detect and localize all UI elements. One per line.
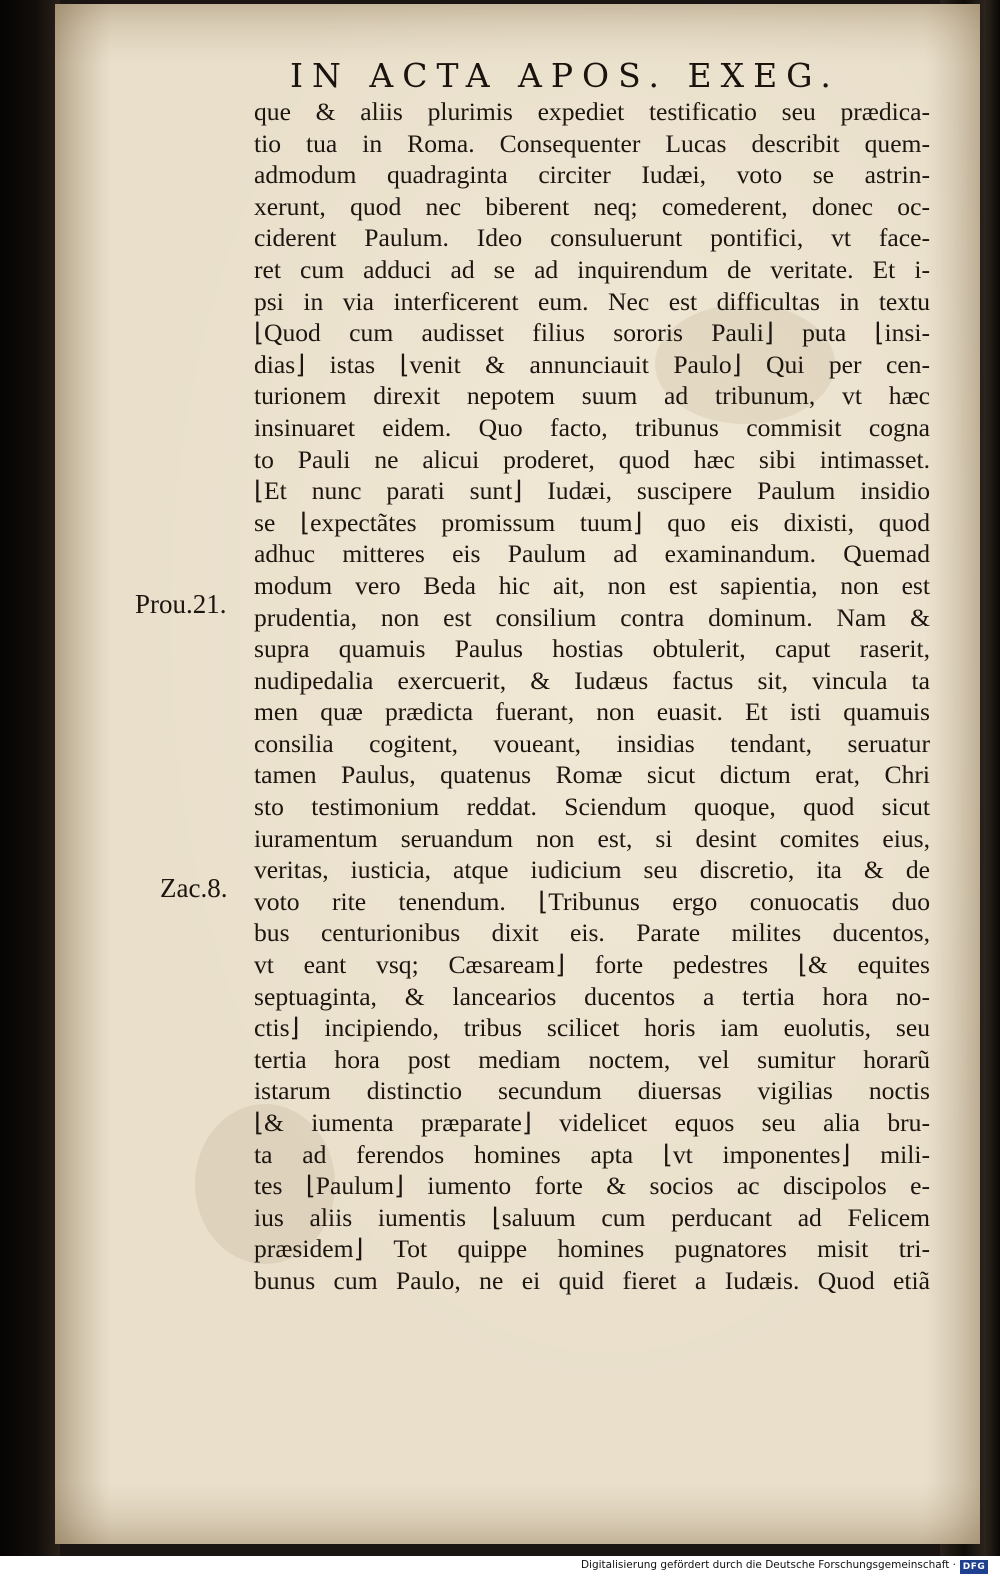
text-line: ⌊& iumenta præparate⌋ videlicet equos seu alia bru-	[254, 1108, 930, 1137]
text-line: modum vero Beda hic ait, non est sapientia, non est	[254, 570, 930, 600]
text-line: admodum quadraginta circiter Iudæi, voto se astrin-	[254, 160, 930, 190]
text-line: dias⌋ istas ⌊venit & annunciauit Paulo⌋ Qui per cen-	[254, 349, 930, 379]
body-text	[254, 96, 930, 1297]
text-line: septuaginta, & lancearios ducentos a tertia hora no-	[254, 981, 930, 1011]
text-line: tio tua in Roma. Consequenter Lucas describit quem-	[254, 128, 930, 158]
text-line: præsidem⌋ Tot quippe homines pugnatores misit tri-	[254, 1234, 930, 1264]
text-line: istarum distinctio secundum diuersas vigilias noctis	[254, 1076, 930, 1106]
text-line: bunus cum Paulo, ne ei quid fieret a Iudæis. Quod etiã	[254, 1265, 930, 1295]
running-head: IN ACTA APOS. EXEG.	[290, 56, 840, 95]
margin-note-zac: Zac.8.	[160, 873, 228, 903]
funding-credit: Digitalisierung gefördert durch die Deutsche Forschungsgemeinschaft ·	[580, 1559, 956, 1571]
text-line: tes ⌊Paulum⌋ iumento forte & socios ac discipolos e-	[254, 1171, 930, 1201]
text-line: insinuaret eidem. Quo facto, tribunus commisit cogna	[254, 412, 930, 442]
text-line: nudipedalia exercuerit, & Iudæus factus sit, vincula ta	[254, 665, 930, 695]
footer-credit-bar	[0, 1556, 1000, 1578]
text-line: ret cum adduci ad se ad inquirendum de veritate. Et i-	[254, 254, 930, 284]
binding-edge-left	[0, 0, 60, 1556]
text-line: adhuc mitteres eis Paulum ad examinandum. Quemad	[254, 539, 930, 569]
text-line: ctis⌋ incipiendo, tribus scilicet horis iam euolutis, seu	[254, 1013, 930, 1043]
text-line: ius aliis iumentis ⌊saluum cum perducant ad Felicem	[254, 1202, 930, 1232]
text-line: ciderent Paulum. Ideo consuluerunt pontifici, vt face-	[254, 223, 930, 253]
text-line: bus centurionibus dixit eis. Parate milites ducentos,	[254, 918, 930, 948]
text-line: que & aliis plurimis expediet testificatio seu prædica-	[254, 97, 930, 126]
text-line: consilia cogitent, voueant, insidias tendant, seruatur	[254, 728, 930, 758]
text-line: psi in via interficerent eum. Nec est difficultas in textu	[254, 286, 930, 316]
text-line: tamen Paulus, quatenus Romæ sicut dictum erat, Chri	[254, 760, 930, 790]
text-line: prudentia, non est consilium contra dominum. Nam &	[254, 602, 930, 632]
text-line: turionem direxit nepotem suum ad tribunum, vt hæc	[254, 381, 930, 411]
margin-note-prou: Prou.21.	[135, 589, 227, 619]
text-line: ⌊Et nunc parati sunt⌋ Iudæi, suscipere Paulum insidio	[254, 476, 930, 506]
text-line: xerunt, quod nec biberent neq; comederent, donec oc-	[254, 191, 930, 221]
text-line: supra quamuis Paulus hostias obtulerit, caput raserit,	[254, 634, 930, 664]
text-line: ta ad ferendos homines apta ⌊vt imponentes⌋ mili-	[254, 1139, 930, 1169]
text-line: sto testimonium reddat. Sciendum quoque, quod sicut	[254, 792, 930, 822]
text-line: voto rite tenendum. ⌊Tribunus ergo conuocatis duo	[254, 886, 930, 916]
text-line: vt eant vsq; Cæsaream⌋ forte pedestres ⌊& equites	[254, 950, 930, 980]
text-line: veritas, iusticia, atque iudicium seu discretio, ita & de	[254, 855, 930, 885]
dfg-logo: DFG	[960, 1560, 988, 1574]
text-line: to Pauli ne alicui proderet, quod hæc sibi intimasset.	[254, 444, 930, 474]
text-line: iuramentum seruandum non est, si desint comites eius,	[254, 823, 930, 853]
text-line: se ⌊expectãtes promissum tuum⌋ quo eis dixisti, quod	[254, 507, 930, 537]
text-line: ⌊Quod cum audisset filius sororis Pauli⌋ puta ⌊insi-	[254, 318, 930, 348]
text-line: tertia hora post mediam noctem, vel sumitur horarũ	[254, 1044, 930, 1074]
text-line: men quæ prædicta fuerant, non euasit. Et isti quamuis	[254, 697, 930, 727]
